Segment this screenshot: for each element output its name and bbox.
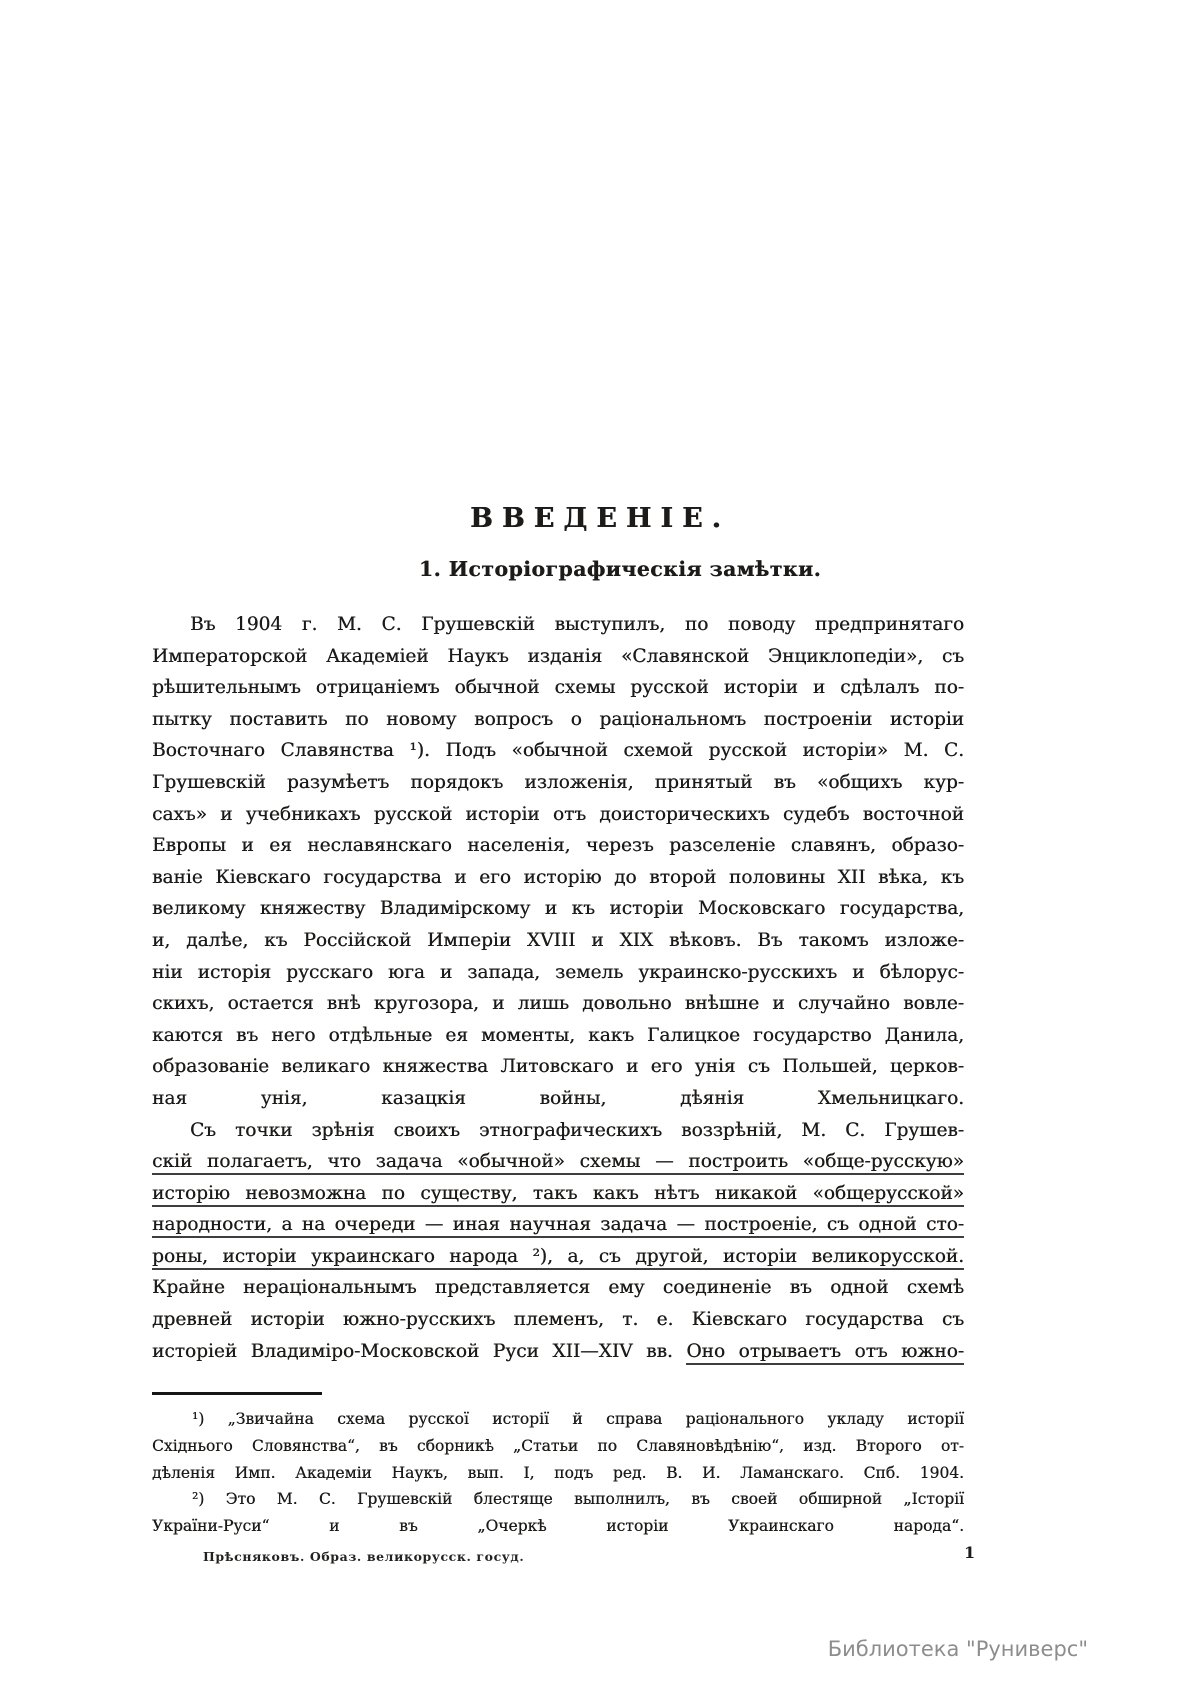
text-line: Грушевскій разумѣетъ порядокъ изложенія, принятый въ «общихъ кур- (152, 771, 964, 793)
text-line: Крайне нераціональнымъ представляется ему соединеніе въ одной схемѣ (152, 1277, 964, 1299)
text-line: ніи исторія русскаго юга и запада, земель украинско-русскихъ и бѣлорус- (152, 961, 964, 983)
page-title: ВВЕДЕНІЕ. (470, 503, 730, 534)
text-line: роны, исторіи украинскаго народа ²), а, съ другой, исторіи великорусской. (152, 1241, 964, 1273)
text-line: и, далѣе, къ Россійской Имперіи XVIII и XIX вѣковъ. Въ такомъ изложе- (152, 929, 964, 951)
text-line: ная унія, казацкія войны, дѣянія Хмельницкаго. (152, 1087, 964, 1109)
section-heading: 1. Исторіографическія замѣтки. (418, 557, 822, 581)
footnotes (152, 1406, 964, 1540)
footnote-separator-rule (152, 1392, 322, 1395)
library-watermark: Библиотека "Руниверс" (827, 1637, 1088, 1661)
text-line: образованіе великаго княжества Литовскаго и его унія съ Польшей, церков- (152, 1056, 964, 1078)
text-line: народности, а на очереди — иная научная задача — построеніе, съ одной сто- (152, 1209, 964, 1241)
text-line: Съ точки зрѣнія своихъ этнографическихъ воззрѣній, М. С. Грушев- (190, 1119, 964, 1141)
text-line: сахъ» и учебникахъ русской исторіи отъ доисторическихъ судебъ восточной (152, 803, 964, 825)
page-number: 1 (964, 1543, 976, 1562)
text-line: ¹) „Звичайна схема русскої исторії й справа раціонального укладу исторії (192, 1410, 964, 1428)
text-line: Императорской Академіей Наукъ изданія «Славянской Энциклопедіи», съ (152, 645, 964, 667)
text-line: рѣшительнымъ отрицаніемъ обычной схемы русской исторіи и сдѣлалъ по- (152, 677, 964, 699)
text-line: Восточнаго Славянства ¹). Подъ «обычной схемой русской исторіи» М. С. (152, 740, 964, 762)
text-line: исторіей Владиміро-Московской Руси XII—XIV вв. Оно отрываетъ отъ южно- (152, 1336, 964, 1368)
text-line: дѣленія Имп. Академіи Наукъ, вып. I, подъ ред. В. И. Ламанскаго. Спб. 1904. (152, 1463, 964, 1482)
text-line: каются въ него отдѣльные ея моменты, какъ Галицкое государство Данила, (152, 1024, 964, 1046)
text-line: ²) Это М. С. Грушевскій блестяще выполнилъ, въ своей обширной „Історії (192, 1490, 964, 1509)
running-footer-signature: Прѣсняковъ. Образ. великорусск. госуд. (203, 1549, 525, 1564)
text-line: скій полагаетъ, что задача «обычной» схемы — построить «обще-русскую» (152, 1146, 964, 1178)
text-line: исторію невозможна по существу, такъ какъ нѣтъ никакой «общерусской» (152, 1178, 964, 1210)
text-line: пытку поставить по новому вопросъ о раціональномъ построеніи исторіи (152, 708, 964, 730)
text-line: Европы и ея неславянскаго населенія, черезъ разселеніе славянъ, образо- (152, 835, 964, 857)
text-line: Східнього Словянства“, въ сборникѣ „Статьи по Славяновѣдѣнію“, изд. Второго от- (152, 1436, 964, 1455)
text-line: великому княжеству Владимірскому и къ исторіи Московскаго государства, (152, 898, 964, 920)
text-line: скихъ, остается внѣ кругозора, и лишь довольно внѣшне и случайно вовле- (152, 993, 964, 1015)
text-line: древней исторіи южно-русскихъ племенъ, т. е. Кіевскаго государства съ (152, 1309, 964, 1331)
body-text (152, 609, 964, 1367)
text-line: Въ 1904 г. М. С. Грушевскій выступилъ, по поводу предпринятаго (190, 614, 964, 635)
text-line: України-Руси“ и въ „Очеркѣ исторіи Украинскаго народа“. (152, 1517, 964, 1536)
text-line: ваніе Кіевскаго государства и его исторію до второй половины XII вѣка, къ (152, 866, 964, 888)
